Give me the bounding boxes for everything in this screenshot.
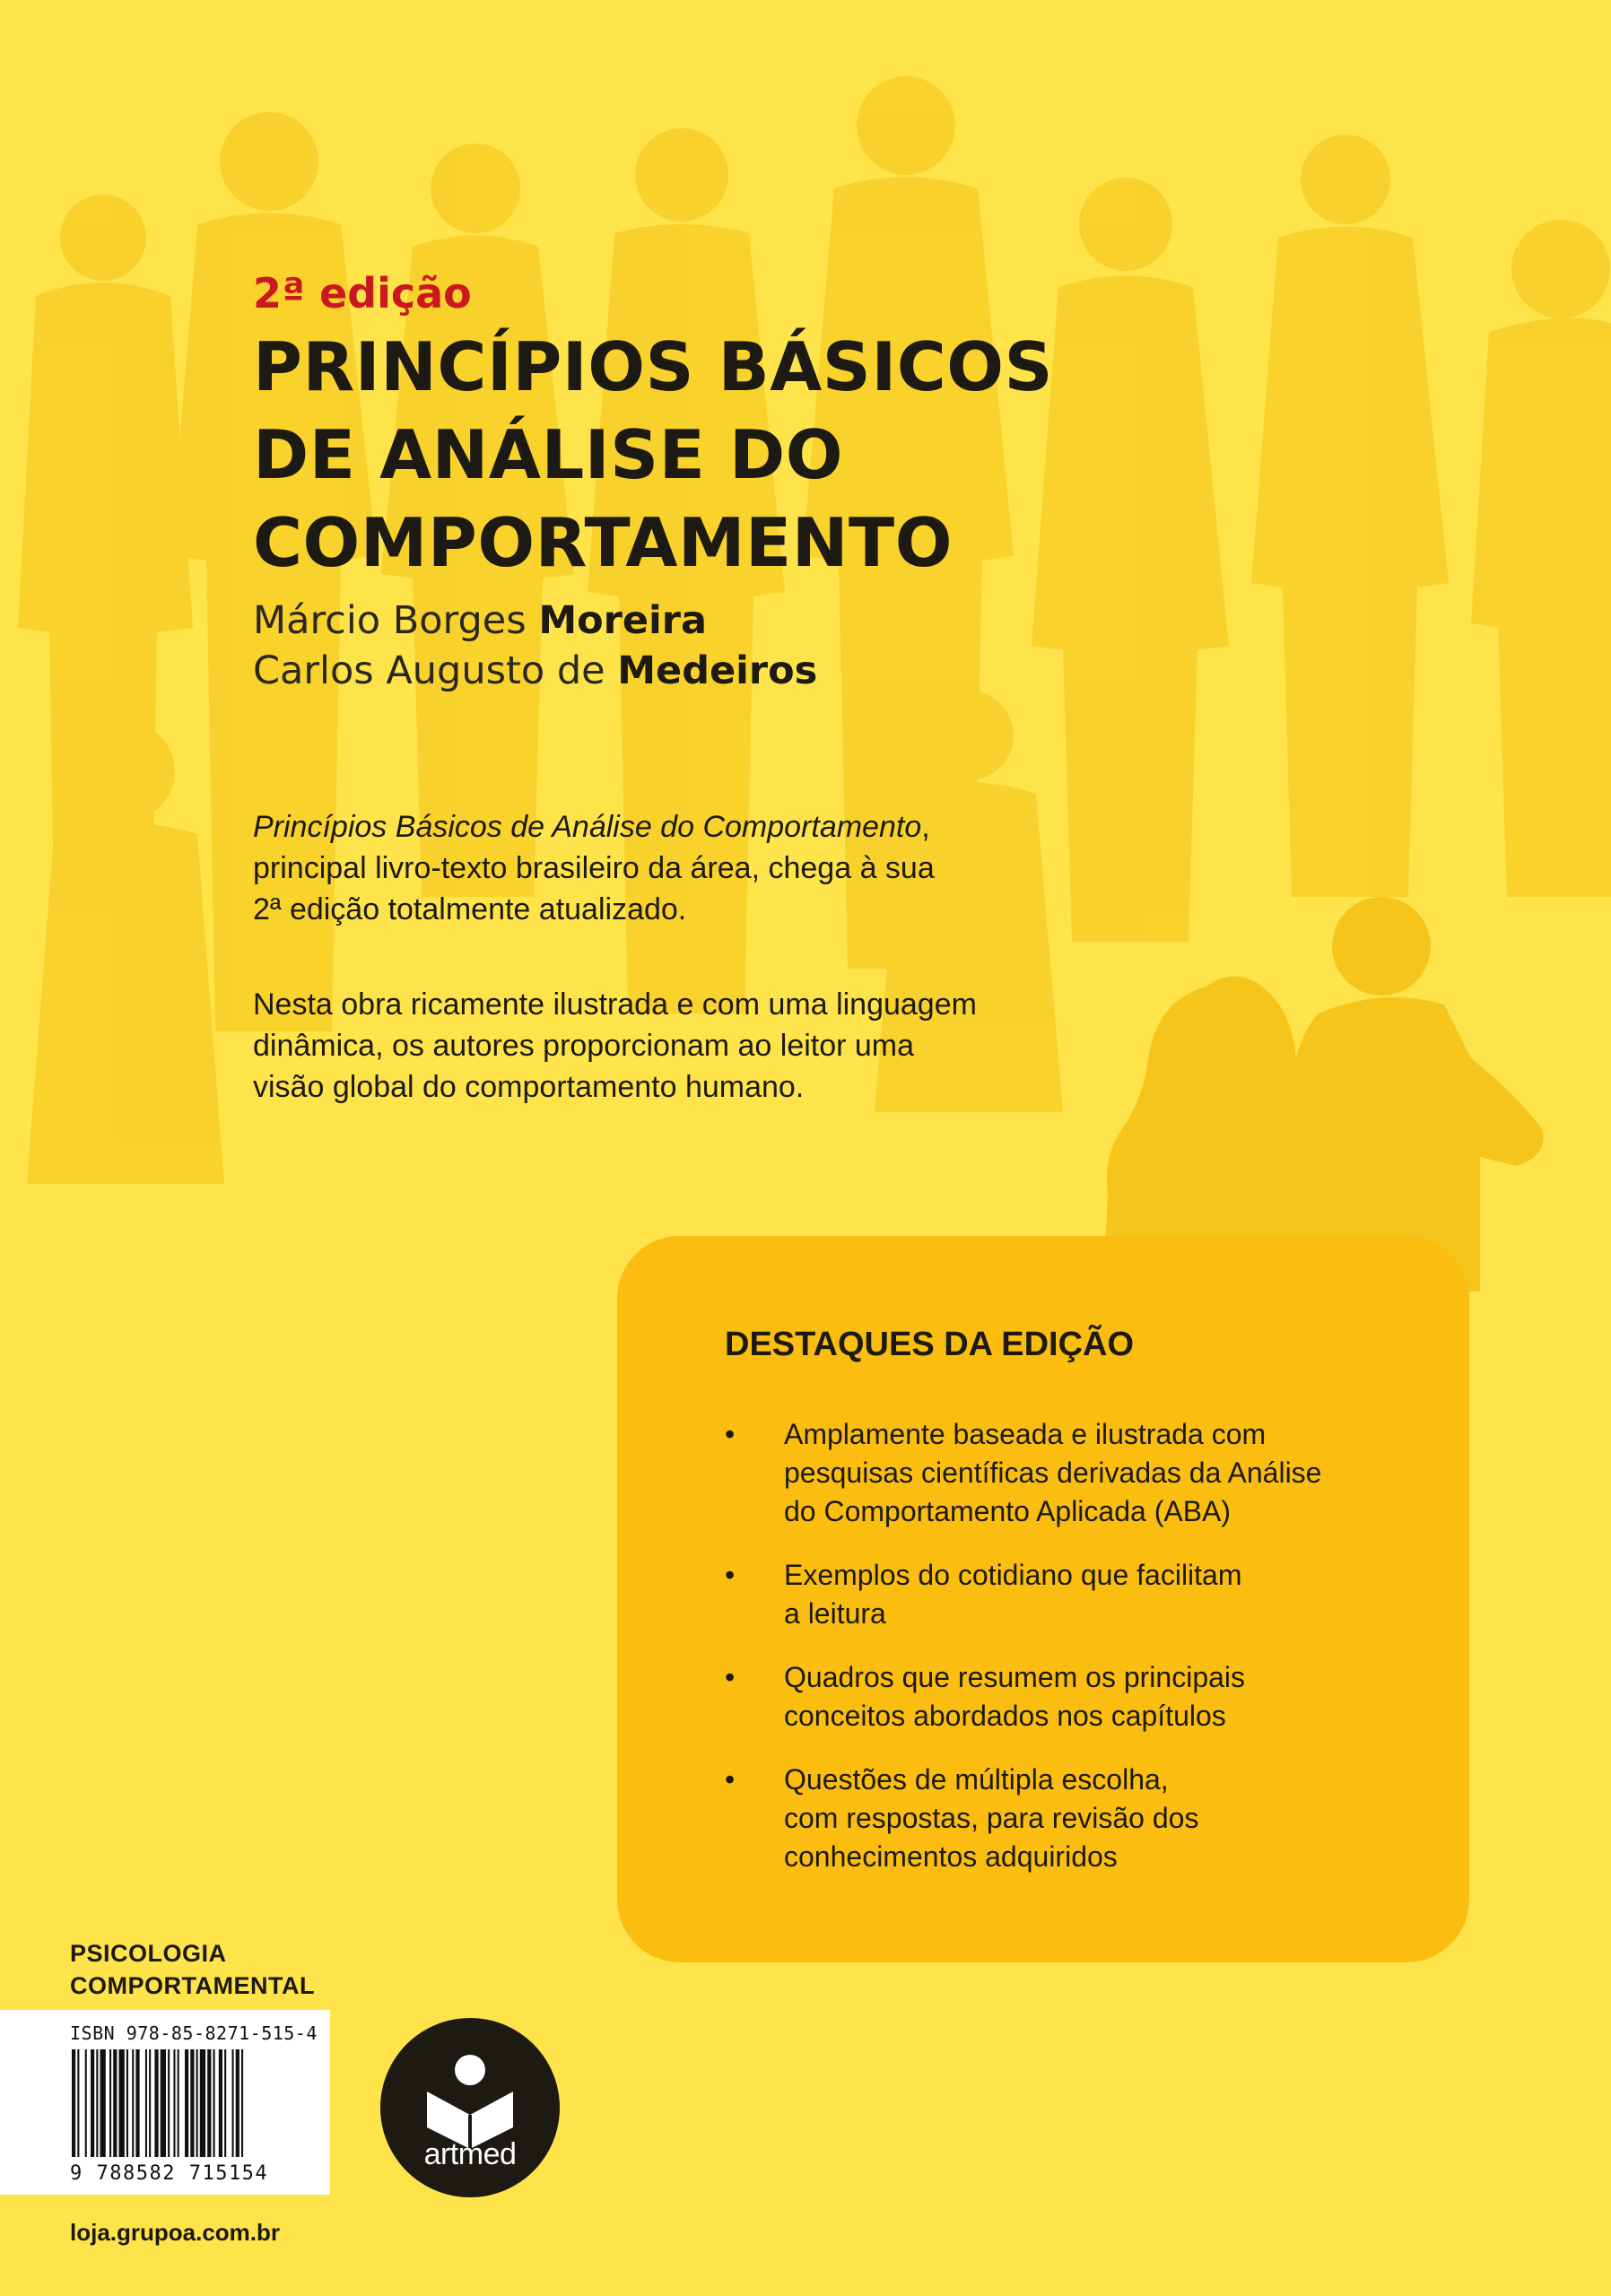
list-item-text: conceitos abordados nos capítulos xyxy=(784,1700,1226,1732)
barcode-digits: 9 788582 715154 xyxy=(70,2162,269,2185)
publisher-name: artmed xyxy=(423,2137,517,2171)
list-item-text: conhecimentos adquiridos xyxy=(784,1840,1118,1873)
store-url: loja.grupoa.com.br xyxy=(70,2219,281,2246)
title-line: COMPORTAMENTO xyxy=(253,503,953,582)
description-text: 2ª edição totalmente atualizado. xyxy=(253,892,687,926)
highlights-panel xyxy=(617,1236,1469,1962)
list-item-text: pesquisas científicas derivadas da Análise xyxy=(784,1457,1322,1489)
list-item-text: com respostas, para revisão dos xyxy=(784,1802,1199,1834)
description-text: Nesta obra ricamente ilustrada e com uma linguagem xyxy=(253,987,977,1022)
author-first-name: Márcio Borges xyxy=(253,598,539,643)
bullet-icon: • xyxy=(725,1418,736,1450)
description-paragraph xyxy=(253,806,1060,930)
list-item xyxy=(725,1761,1321,1876)
author-last-name: Moreira xyxy=(538,598,707,643)
author-name xyxy=(253,596,817,646)
list-item-text: do Comportamento Aplicada (ABA) xyxy=(784,1495,1232,1527)
bullet-icon: • xyxy=(725,1661,736,1693)
list-item-text: Exemplos do cotidiano que facilitam xyxy=(784,1559,1242,1591)
author-last-name: Medeiros xyxy=(617,648,818,693)
description-text: visão global do comportamento humano. xyxy=(253,1070,805,1104)
book-title xyxy=(253,323,1150,587)
list-item-text: a leitura xyxy=(784,1597,886,1630)
book-title-italic: Princípios Básicos de Análise do Comportamento xyxy=(253,810,922,844)
highlights-title: DESTAQUES DA EDIÇÃO xyxy=(725,1326,1135,1363)
author-first-name: Carlos Augusto de xyxy=(253,648,618,693)
list-item xyxy=(725,1658,1321,1735)
publisher-logo xyxy=(380,2018,560,2197)
category-line: PSICOLOGIA xyxy=(70,1940,227,1967)
edition-label: 2ª edição xyxy=(253,269,472,317)
title-line: PRINCÍPIOS BÁSICOS xyxy=(253,327,1054,406)
list-item xyxy=(725,1556,1321,1633)
author-list xyxy=(253,596,817,696)
description-text: dinâmica, os autores proporcionam ao leitor uma xyxy=(253,1029,915,1063)
bullet-icon: • xyxy=(725,1763,736,1796)
description-paragraph xyxy=(253,984,1060,1108)
list-item-text: Amplamente baseada e ilustrada com xyxy=(784,1418,1267,1450)
highlights-list xyxy=(725,1415,1321,1901)
list-item-text: Questões de múltipla escolha, xyxy=(784,1763,1169,1796)
title-line: DE ANÁLISE DO xyxy=(253,415,844,494)
category-label xyxy=(70,1937,315,2002)
isbn-barcode-panel xyxy=(0,2010,330,2195)
description-text: principal livro-texto brasileiro da área, chega à sua xyxy=(253,851,935,885)
bullet-icon: • xyxy=(725,1559,736,1591)
author-name xyxy=(253,646,817,696)
barcode-icon xyxy=(70,2049,312,2161)
list-item-text: Quadros que resumem os principais xyxy=(784,1661,1246,1693)
category-line: COMPORTAMENTAL xyxy=(70,1972,315,1999)
description-text: , xyxy=(921,810,930,844)
list-item xyxy=(725,1415,1321,1531)
isbn-number: ISBN 978-85-8271-515-4 xyxy=(70,2022,318,2044)
